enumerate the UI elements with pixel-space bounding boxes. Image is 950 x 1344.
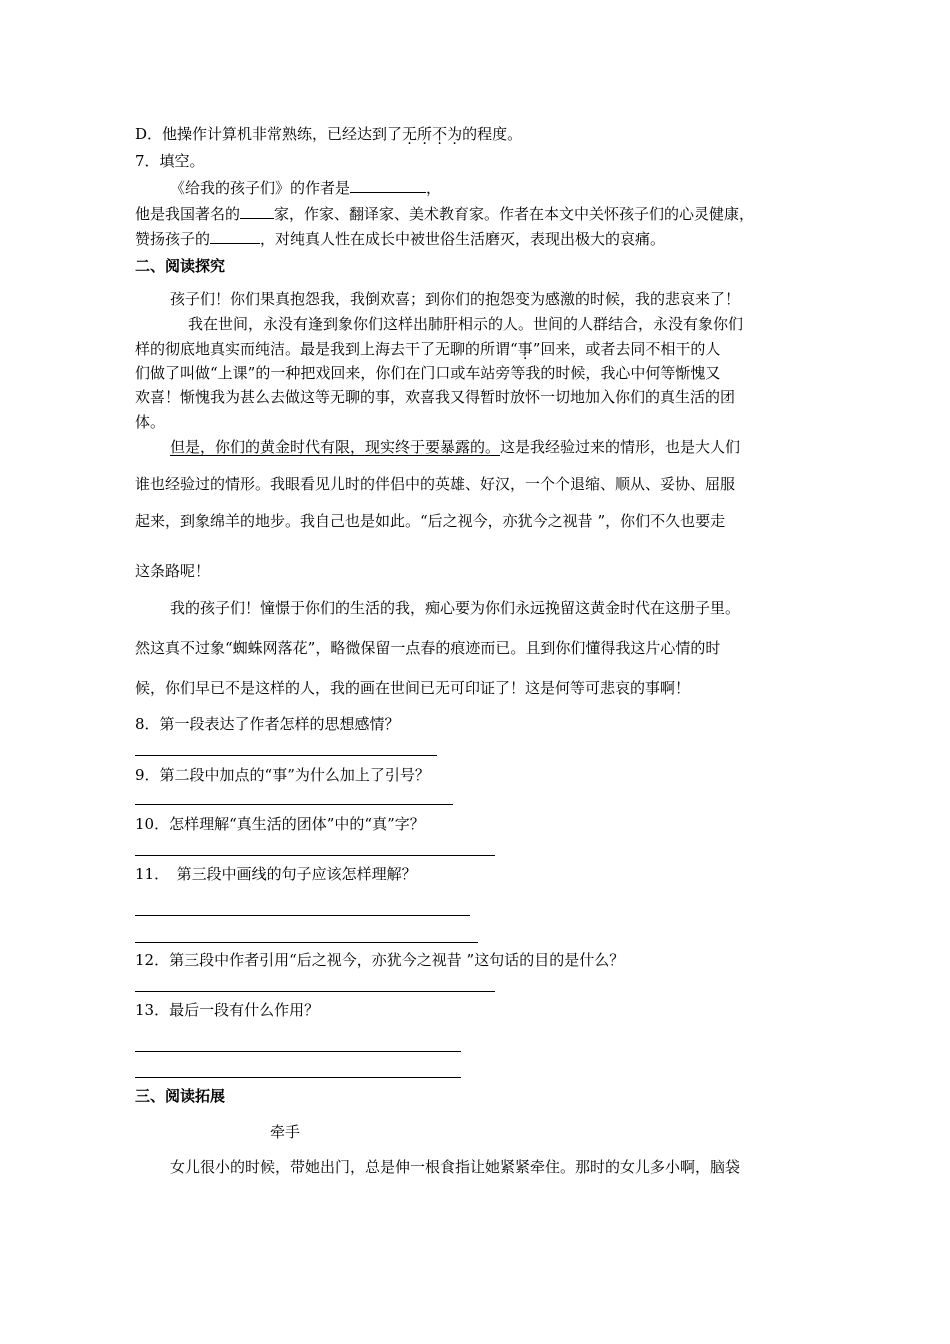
passage-p3-line1 [170,437,740,457]
q7-line2 [135,204,754,224]
dotted-char: 无 [402,125,418,143]
option-d-suffix: 的程度。 [462,125,523,143]
section2-heading: 二、阅读探究 [135,257,226,275]
q7-line2-a: 他是我国著名的 [135,205,241,223]
answer-line-9[interactable] [135,804,453,805]
p2-line2-b: ”回来，或者去同不相干的人 [532,340,721,358]
q7-title: 7．填空。 [135,152,205,170]
passage-p2-line4: 欢喜！惭愧我为甚么去做这等无聊的事，欢喜我又得暂时放怀一切地加入你们的真生活的团 [135,388,736,406]
dotted-char: 所 [417,125,433,143]
answer-line-10[interactable] [135,855,495,856]
dotted-char: 为 [447,125,463,143]
dotted-shi [518,340,533,358]
underlined-sentence: 但是，你们的黄金时代有限，现实终于要暴露的。 [170,438,501,456]
answer-line-13b[interactable] [135,1077,461,1078]
option-d [135,124,522,144]
passage-p2-line2 [135,339,720,359]
question-8: 8．第一段表达了作者怎样的思想感情？ [135,715,400,733]
fill-blank-praise[interactable] [210,229,260,244]
q7-line1-end: ， [426,179,442,197]
question-9: 9．第二段中加点的“事”为什么加上了引号？ [135,766,430,784]
dotted-text [402,125,462,143]
dotted-char-shi: 事 [517,340,533,358]
fill-blank-profession[interactable] [240,204,274,219]
question-10: 10．怎样理解“真生活的团体”中的“真”字？ [135,815,425,833]
passage-p2-line3: 们做了叫做“上课”的一种把戏回来，你们在门口或车站旁等我的时候，我心中何等惭愧又 [135,364,721,382]
q7-line3-a: 赞扬孩子的 [135,230,211,248]
passage-p4-line1: 我的孩子们！憧憬于你们的生活的我，痴心要为你们永远挽留这黄金时代在这册子里。 [170,599,741,617]
q7-line1 [170,178,441,198]
q7-line1-text: 《给我的孩子们》的作者是 [170,179,351,197]
option-d-prefix: D．他操作计算机非常熟练，已经达到了 [135,125,403,143]
article-p1: 女儿很小的时候，带她出门，总是伸一根食指让她紧紧牵住。那时的女儿多小啊，脑袋 [170,1158,741,1176]
answer-line-13a[interactable] [135,1051,461,1052]
article-title: 牵手 [270,1123,301,1141]
q7-line2-b: 家，作家、翻译家、美术教育家。作者在本文中关怀孩子们的心灵健康， [274,205,755,223]
p3-line1-b: 这是我经验过来的情形，也是大人们 [500,438,741,456]
q7-line3 [135,229,665,249]
q7-line3-b: ，对纯真人性在成长中被世俗生活磨灭，表现出极大的哀痛。 [260,230,666,248]
answer-line-12[interactable] [135,991,495,992]
passage-p1: 孩子们！你们果真抱怨我，我倒欢喜；到你们的抱怨变为感激的时候，我的悲哀来了！ [170,290,741,308]
section3-heading: 三、阅读拓展 [135,1087,226,1105]
passage-p4-line3: 候，你们早已不是这样的人，我的画在世间已无可印证了！这是何等可悲哀的事啊！ [135,679,691,697]
passage-p2-line1: 我在世间，永没有逢到象你们这样出肺肝相示的人。世间的人群结合，永没有象你们 [188,315,744,333]
answer-line-8[interactable] [135,755,437,756]
passage-p3-line4: 这条路呢！ [135,562,211,580]
question-13: 13．最后一段有什么作用？ [135,1001,320,1019]
answer-line-11a[interactable] [135,915,470,916]
answer-line-11b[interactable] [135,942,478,943]
passage-p3-line2: 谁也经验过的情形。我眼看见儿时的伴侣中的英雄、好汉，一个个退缩、顺从、妥协、屈服 [135,475,736,493]
question-12: 12．第三段中作者引用“后之视今，亦犹今之视昔 ”这句话的目的是什么？ [135,951,625,969]
p2-line2-a: 样的彻底地真实而纯洁。最是我到上海去干了无聊的所谓“ [135,340,518,358]
passage-p4-line2: 然这真不过象“蜘蛛网落花”，略微保留一点春的痕迹而已。且到你们懂得我这片心情的时 [135,639,721,657]
fill-blank-author[interactable] [350,178,426,193]
passage-p2-line5: 体。 [135,413,166,431]
dotted-char: 不 [432,125,448,143]
passage-p3-line3: 起来，到象绵羊的地步。我自己也是如此。“后之视今，亦犹今之视昔 ”，你们不久也要走 [135,512,726,530]
question-11: 11． 第三段中画线的句子应该怎样理解？ [135,865,417,883]
